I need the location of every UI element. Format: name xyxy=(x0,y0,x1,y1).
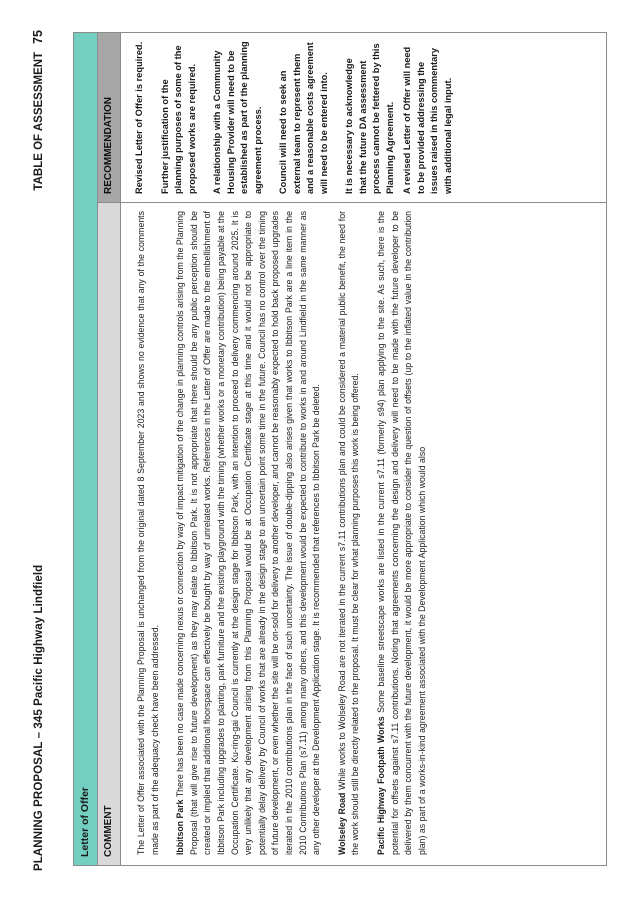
comment-paragraph-wolseley-road xyxy=(336,211,363,855)
comment-text-wolseley-road: While works to Wolseley Road are not iterated in the current s7.11 contributions plan and could be considered a material public benefit, the need for the work should still be directly related to the proposal. It must be clear for what planning purposes this work is being offered. xyxy=(336,211,361,855)
recommendation-cell xyxy=(121,33,607,202)
recommendation-item: Council will need to seek an external team to represent them and a reasonable costs agreement will need to be entered into. xyxy=(278,42,329,194)
comment-heading-footpath-works: Pacific Highway Footpath Works xyxy=(375,716,386,855)
table-row xyxy=(121,33,607,865)
recommendation-item: A relationship with a Community Housing Provider will need to be established as part of the planning agreement process. xyxy=(212,41,263,194)
comment-heading-ibbitson-park: Ibbitson Park xyxy=(175,799,186,855)
comment-paragraph-footpath-works xyxy=(375,211,429,855)
comment-column-header: COMMENT xyxy=(98,202,120,865)
table-section-title: Letter of Offer xyxy=(74,33,98,865)
section-header xyxy=(31,30,45,191)
comment-paragraph-ibbitson-park xyxy=(174,211,324,855)
comment-heading-wolseley-road: Wolseley Road xyxy=(336,792,347,855)
comment-paragraph-intro: The Letter of Offer associated with the Planning Proposal is unchanged from the original dated 8 September 2023 and shows no evidence that any of the comments made as part of the adequacy check have been addressed. xyxy=(136,211,160,855)
recommendation-column-header: RECOMMENDATION xyxy=(98,33,120,202)
recommendation-item: Revised Letter of Offer is required. xyxy=(134,41,144,194)
comment-text-footpath-works: Some baseline streetscape works are listed in the current s7.11 (formerly s94) plan applying to the site. As such, there is the potential for offsets against s7.11 contributions. Noting that agreements concerning the design and delivery will need to be made with the future developer to be delivered by them concurrent with the future development, it would be more appropriate to consider the question of offsets (up to the inflated value in the contribution plan) as part of a works-in-kind agreement associated with the Development Application which would also xyxy=(375,210,427,855)
recommendation-item: Further justification of the planning purposes of some of the proposed works are required. xyxy=(159,45,197,194)
document-title: PLANNING PROPOSAL – 345 Pacific Highway Lindfield xyxy=(33,564,45,871)
assessment-table xyxy=(73,32,607,866)
comment-cell xyxy=(121,202,607,865)
section-title: TABLE OF ASSESSMENT xyxy=(33,51,45,191)
recommendation-item: A revised Letter of Offer will need to be provided addressing the issues raised in this commentary with additional legal input. xyxy=(402,46,453,194)
table-column-headers xyxy=(98,33,121,865)
comment-text-ibbitson-park: There has been no case made concerning nexus or connection by way of impact mitigation of the change in planning controls arising from the Planning Proposal (that will give rise to future development) as they may relate to Ibbitson Park. It is not appropriate that there should be any public perception should be created or implied that additional floorspace can effectively be bought by way of unrelated works. References in the Letter of Offer are made to the embellishment of Ibbitson Park including upgrades to planting, park furniture and the existing playground with the timing (whether works or a monetary contribution) being payable at the Occupation Certificate. Ku-ring-gai Council is currently at the design stage for Ibbitson Park, with an intention to proceed to delivery commencing around 2025. It is very unlikely that any development arising from this Planning Proposal would be at Occupation Certificate stage at this time and it would not be appropriate to potentially delay delivery by Council of works that are already in the design stage to an uncertain point some time in the future. Council has no control over the timing of future development, or even whether the site will be on-sold for delivery to another developer, and cannot be reasonably expected to hold back proposed upgrades iterated in the 2010 contributions plan in the face of such uncertainty. The issue of double-dipping also arises given that works to Ibbitson Park are a line item in the 2010 Contributions Plan (s7.11) among many others, and this development would be expected to contribute to works in and around Lindfield in the same manner as any other developer at the Development Application stage. It is recommended that references to Ibbitson Park be deleted. xyxy=(175,211,322,855)
page-number: 75 xyxy=(31,30,45,44)
recommendation-item: It is necessary to acknowledge that the future DA assessment process cannot be fettered by this Planning Agreement. xyxy=(344,43,395,194)
